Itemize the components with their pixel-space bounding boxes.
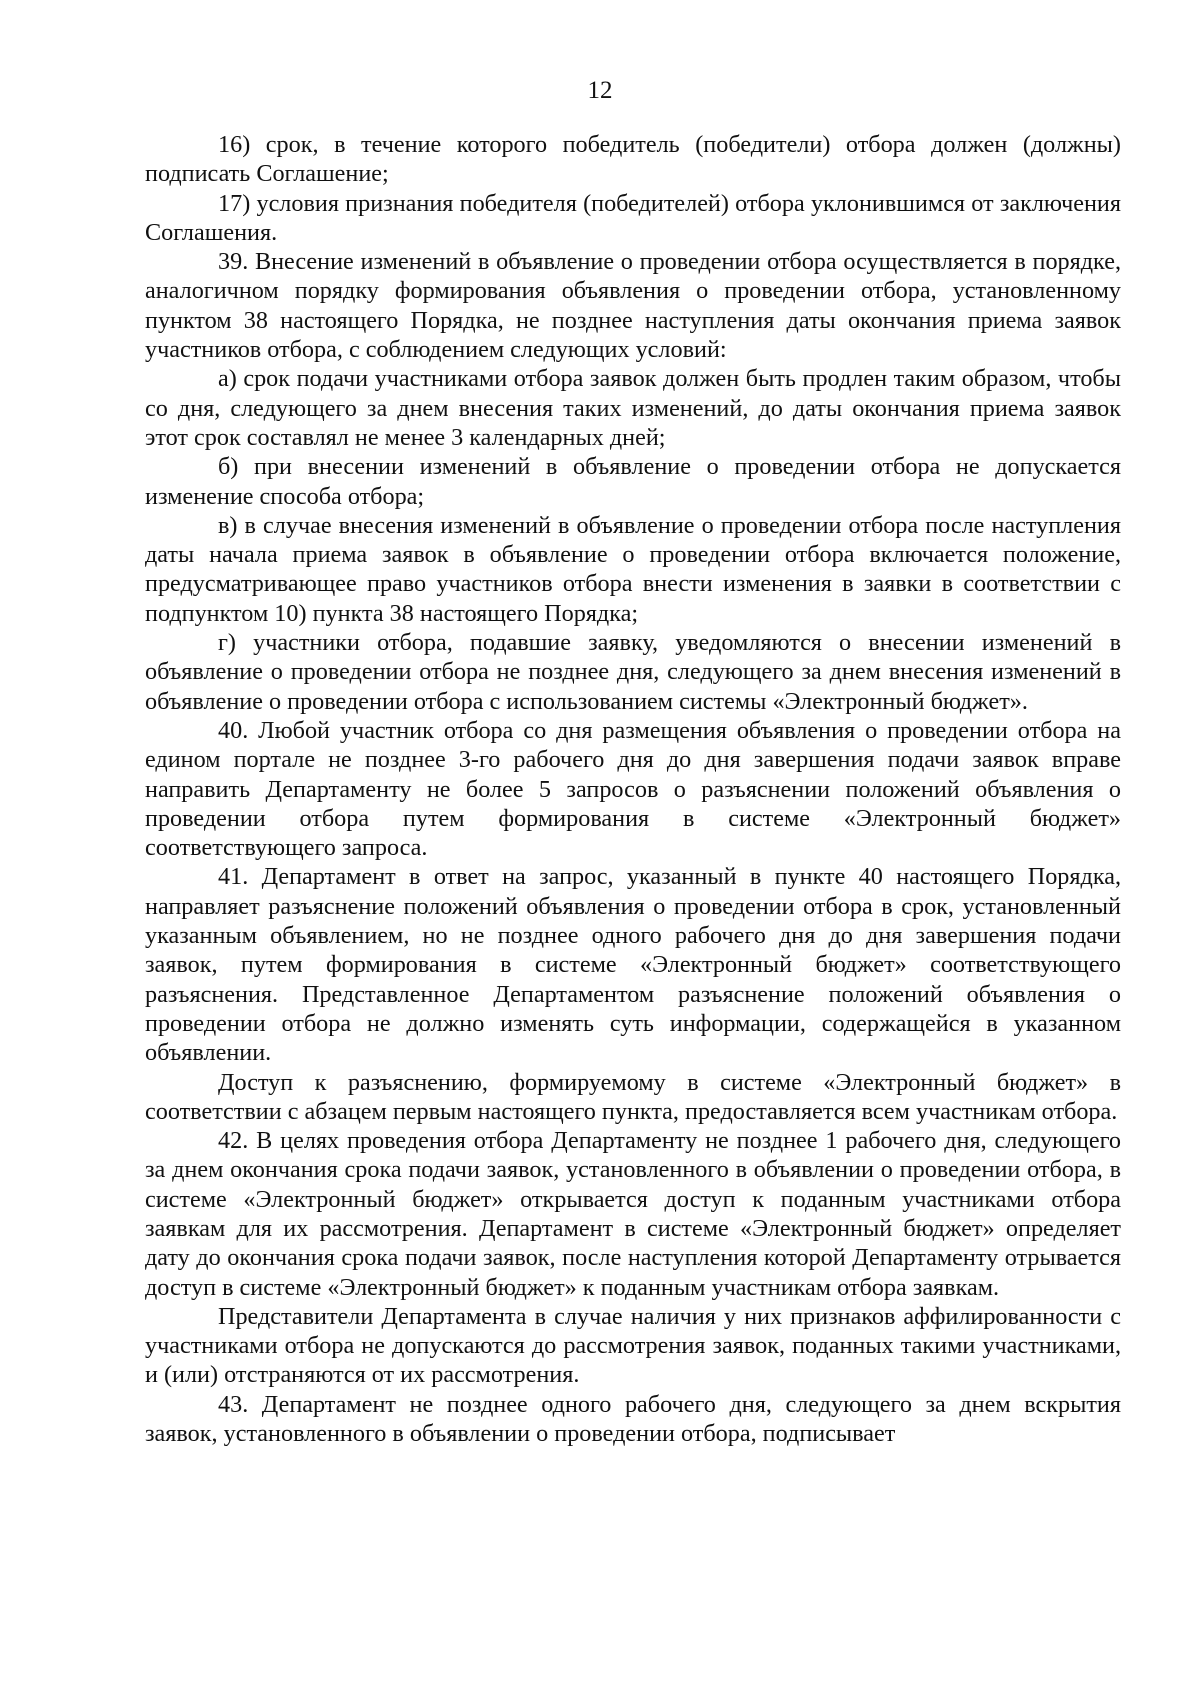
paragraph-clause-39-a: а) срок подачи участниками отбора заявок должен быть продлен таким образом, чтобы со дня, следующего за днем внесения таких изменений, до даты окончания приема заявок этот срок составлял не менее 3 календарных дней; <box>145 365 1121 451</box>
paragraph-item-17: 17) условия признания победителя (победителей) отбора уклонившимся от заключения Соглашения. <box>145 189 1121 246</box>
paragraph-clause-39-b: б) при внесении изменений в объявление о проведении отбора не допускается изменение способа отбора; <box>145 453 1121 510</box>
paragraph-clause-39-v: в) в случае внесения изменений в объявление о проведении отбора после наступления даты начала приема заявок в объявление о проведении отбора включается положение, предусматривающее право участников отбора внести изменения в заявки в соответствии с подпунктом 10) пункта 38 настоящего Порядка; <box>145 511 1121 627</box>
paragraph-item-16: 16) срок, в течение которого победитель (победители) отбора должен (должны) подписать Соглашение; <box>145 131 1121 188</box>
paragraph-clause-39: 39. Внесение изменений в объявление о проведении отбора осуществляется в порядке, аналогичном порядку формирования объявления о проведении отбора, установленному пунктом 38 настоящего Порядка, не позднее наступления даты окончания приема заявок участников отбора, с соблюдением следующих условий: <box>145 248 1121 364</box>
paragraph-clause-41-access: Доступ к разъяснению, формируемому в системе «Электронный бюджет» в соответствии с абзацем первым настоящего пункта, предоставляется всем участникам отбора. <box>145 1068 1121 1125</box>
paragraph-clause-42: 42. В целях проведения отбора Департаменту не позднее 1 рабочего дня, следующего за днем окончания срока подачи заявок, установленного в объявлении о проведении отбора, в системе «Электронный бюджет» открывается доступ к поданным участниками отбора заявкам для их рассмотрения. Департамент в системе «Электронный бюджет» определяет дату до окончания срока подачи заявок, после наступления которой Департаменту отрывается доступ в системе «Электронный бюджет» к поданным участникам отбора заявкам. <box>145 1127 1121 1301</box>
document-body <box>145 130 1121 1448</box>
paragraph-clause-41: 41. Департамент в ответ на запрос, указанный в пункте 40 настоящего Порядка, направляет разъяснение положений объявления о проведении отбора в срок, установленный указанным объявлением, но не позднее одного рабочего дня до дня завершения подачи заявок, путем формирования в системе «Электронный бюджет» соответствующего разъяснения. Представленное Департаментом разъяснение положений объявления о проведении отбора не должно изменять суть информации, содержащейся в указанном объявлении. <box>145 863 1121 1067</box>
paragraph-clause-43: 43. Департамент не позднее одного рабочего дня, следующего за днем вскрытия заявок, установленного в объявлении о проведении отбора, подписывает <box>145 1390 1121 1448</box>
paragraph-clause-42-representatives: Представители Департамента в случае наличия у них признаков аффилированности с участниками отбора не допускаются до рассмотрения заявок, поданных такими участниками, и (или) отстраняются от их рассмотрения. <box>145 1302 1121 1389</box>
page-number: 12 <box>587 77 613 104</box>
paragraph-clause-40: 40. Любой участник отбора со дня размещения объявления о проведении отбора на едином портале не позднее 3-го рабочего дня до дня завершения подачи заявок вправе направить Департаменту не более 5 запросов о разъяснении положений объявления о проведении отбора путем формирования в системе «Электронный бюджет» соответствующего запроса. <box>145 716 1121 862</box>
paragraph-clause-39-g: г) участники отбора, подавшие заявку, уведомляются о внесении изменений в объявление о проведении отбора не позднее дня, следующего за днем внесения изменений в объявление о проведении отбора с использованием системы «Электронный бюджет». <box>145 629 1121 715</box>
